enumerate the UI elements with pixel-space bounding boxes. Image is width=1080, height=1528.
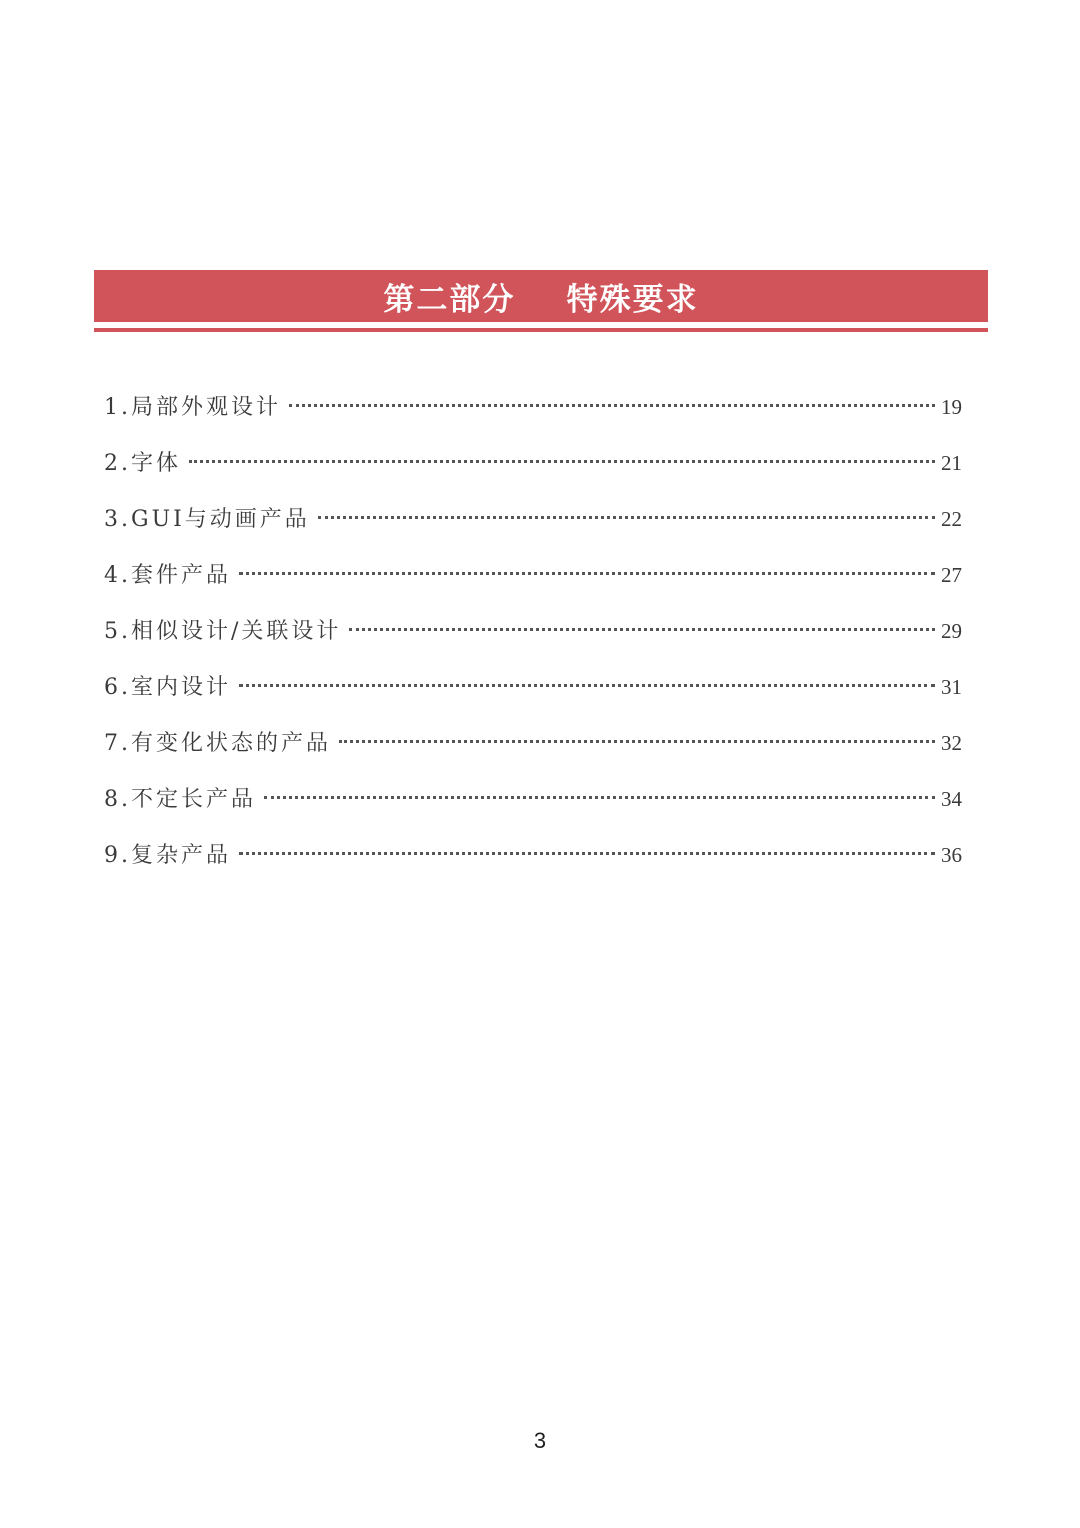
toc-entry-page: 27 [941, 563, 962, 587]
page-number: 3 [533, 1428, 547, 1453]
table-of-contents [104, 390, 962, 894]
dot-leader [264, 796, 935, 799]
toc-entry-page: 32 [941, 731, 962, 755]
dot-leader [349, 628, 935, 631]
toc-entry-label: 8.不定长产品 [104, 787, 256, 812]
dot-leader [318, 516, 935, 519]
toc-entry-changing-state-products[interactable] [104, 726, 962, 782]
toc-entry-label: 1.局部外观设计 [104, 395, 281, 420]
toc-entry-label: 3.GUI与动画产品 [104, 507, 310, 532]
dot-leader [239, 684, 935, 687]
toc-entry-gui-animation[interactable] [104, 502, 962, 558]
section-header-banner [94, 270, 988, 322]
dot-leader [239, 852, 935, 855]
toc-entry-label: 7.有变化状态的产品 [104, 731, 331, 756]
toc-entry-variable-length-products[interactable] [104, 782, 962, 838]
toc-entry-local-appearance-design[interactable] [104, 390, 962, 446]
toc-entry-interior-design[interactable] [104, 670, 962, 726]
dot-leader [189, 460, 935, 463]
toc-entry-label: 5.相似设计/关联设计 [104, 619, 342, 644]
toc-entry-page: 21 [941, 451, 962, 475]
toc-entry-page: 22 [941, 507, 962, 531]
dot-leader [339, 740, 935, 743]
toc-entry-complex-products[interactable] [104, 838, 962, 894]
toc-entry-label: 6.室内设计 [104, 675, 231, 700]
toc-entry-page: 36 [941, 843, 962, 867]
toc-entry-label: 4.套件产品 [104, 563, 231, 588]
toc-entry-page: 31 [941, 675, 962, 699]
dot-leader [289, 404, 935, 407]
toc-entry-page: 34 [941, 787, 962, 811]
toc-entry-kit-products[interactable] [104, 558, 962, 614]
section-title: 第二部分 特殊要求 [383, 281, 699, 318]
section-divider [94, 328, 988, 332]
dot-leader [239, 572, 935, 575]
toc-entry-page: 19 [941, 395, 962, 419]
toc-entry-label: 9.复杂产品 [104, 843, 231, 868]
toc-entry-fonts[interactable] [104, 446, 962, 502]
toc-entry-page: 29 [941, 619, 962, 643]
toc-entry-label: 2.字体 [104, 451, 181, 476]
toc-entry-similar-related-design[interactable] [104, 614, 962, 670]
